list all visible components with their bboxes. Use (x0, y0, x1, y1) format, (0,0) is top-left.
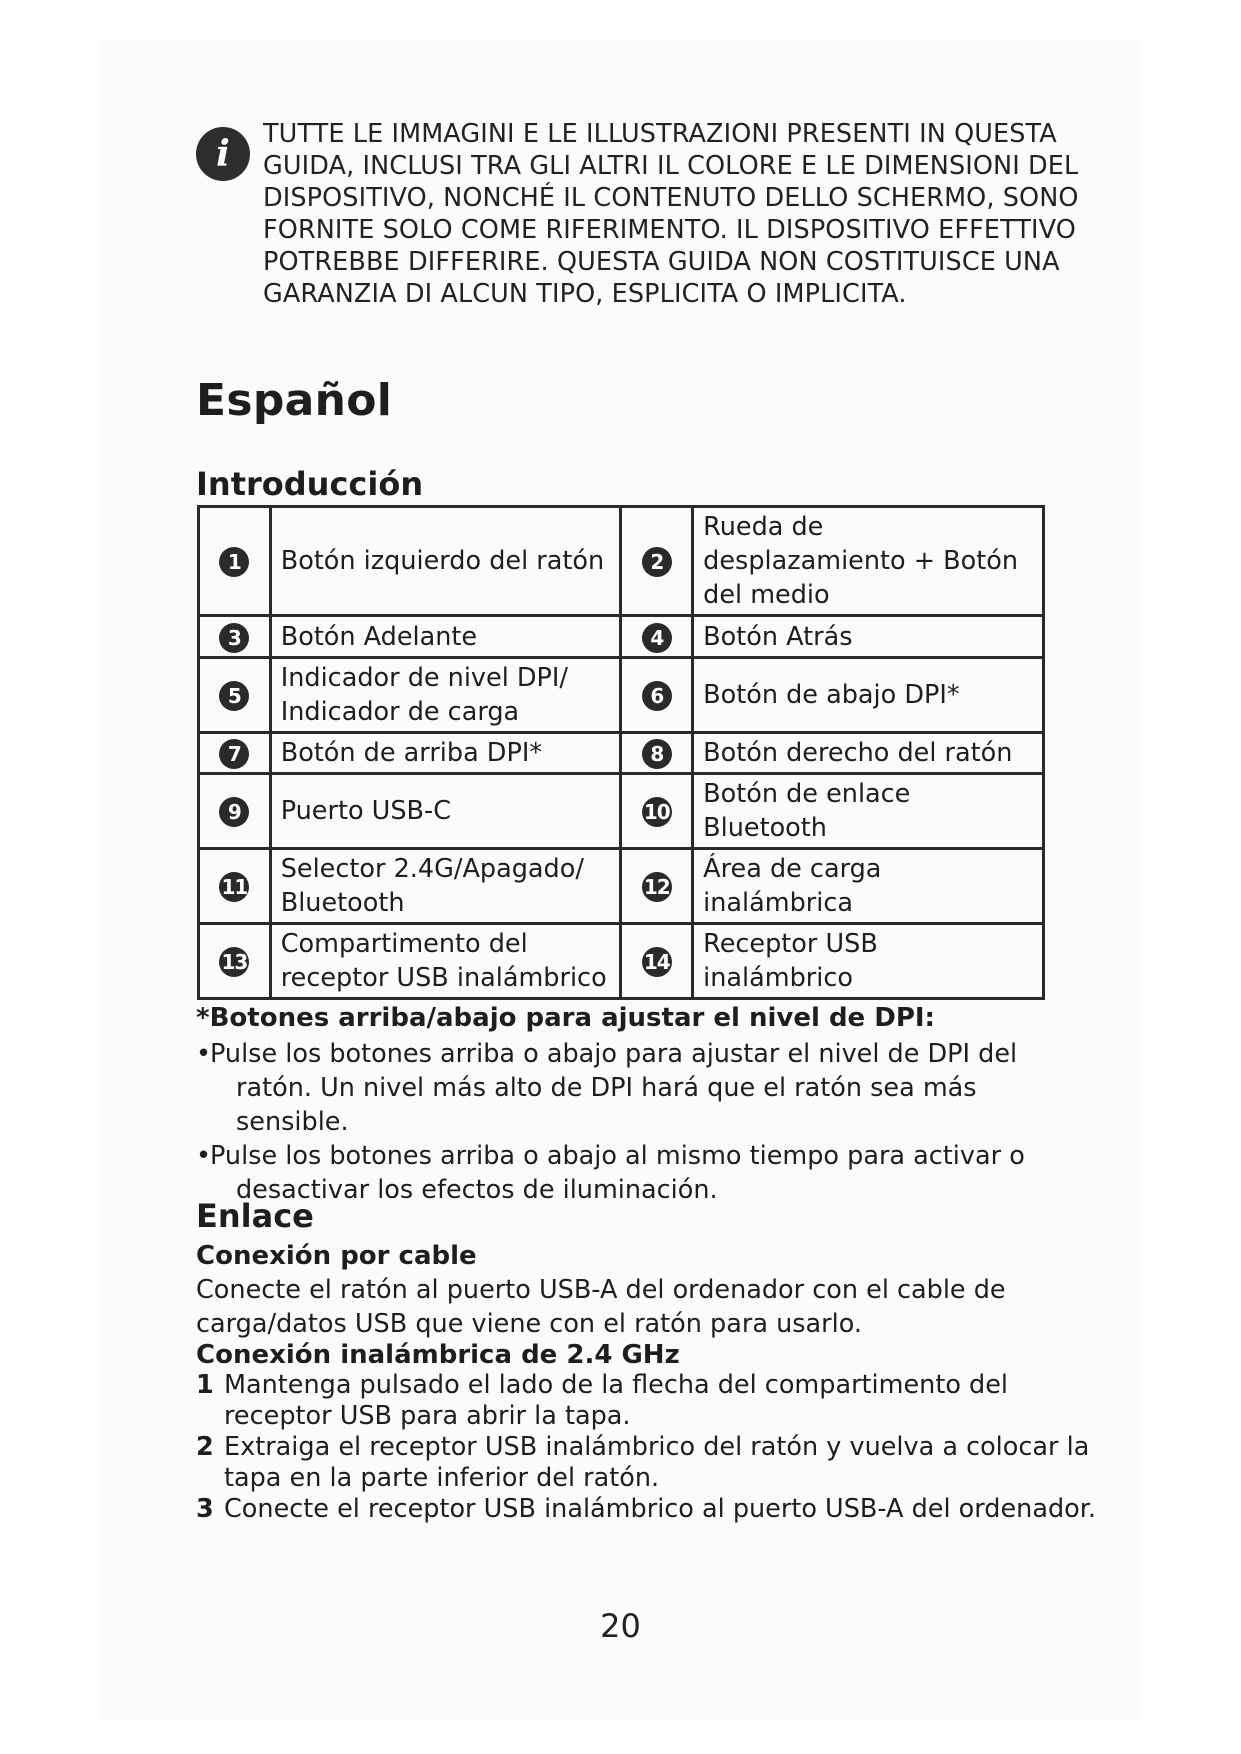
part-label-cell: Área de carga inalámbrica (693, 849, 1044, 924)
part-number-cell (199, 733, 271, 774)
part-label-cell: Botón de enlace Bluetooth (693, 774, 1044, 849)
number-badge: 3 (219, 623, 249, 653)
part-label-cell: Receptor USB inalámbrico (693, 924, 1044, 999)
step-number: 2 (196, 1432, 214, 1462)
list-item: • Pulse los botones arriba o abajo al mismo tiempo para activar o desactivar los efectos de iluminación. (196, 1139, 1056, 1207)
number-badge: 8 (642, 739, 672, 769)
wireless-steps (196, 1370, 1096, 1525)
part-label-cell: Rueda de desplazamiento + Botón del medio (693, 507, 1044, 616)
number-badge: 6 (642, 681, 672, 711)
step-text: Conecte el receptor USB inalámbrico al puerto USB-A del ordenador. (224, 1494, 1096, 1524)
part-number-cell (621, 507, 693, 616)
number-badge: 7 (219, 739, 249, 769)
number-badge: 10 (642, 797, 672, 827)
step-text: Extraiga el receptor USB inalámbrico del ratón y vuelva a colocar la tapa en la parte inferior del ratón. (224, 1432, 1090, 1493)
list-item (196, 1370, 1096, 1432)
enlace-heading: Enlace (196, 1197, 314, 1235)
part-number-cell (621, 658, 693, 733)
page-number: 20 (600, 1607, 641, 1645)
part-number-cell (199, 507, 271, 616)
number-badge: 2 (642, 547, 672, 577)
wired-text: Conecte el ratón al puerto USB-A del ordenador con el cable de carga/datos USB que viene con el ratón para usarlo. (196, 1275, 1006, 1339)
table-row (199, 733, 1044, 774)
part-number-cell (621, 924, 693, 999)
number-badge: 12 (642, 872, 672, 902)
part-label-cell: Compartimento del receptor USB inalámbrico (270, 924, 621, 999)
part-number-cell (621, 733, 693, 774)
part-label-cell: Botón Adelante (270, 616, 621, 658)
list-item (196, 1432, 1096, 1494)
part-label-cell: Botón Atrás (693, 616, 1044, 658)
list-item (196, 1494, 1096, 1525)
part-label-cell: Botón derecho del ratón (693, 733, 1044, 774)
table-row (199, 616, 1044, 658)
wireless-heading: Conexión inalámbrica de 2.4 GHz (196, 1340, 680, 1370)
parts-table (197, 505, 1045, 1000)
table-row (199, 507, 1044, 616)
part-label-cell: Botón de abajo DPI* (693, 658, 1044, 733)
part-label-cell: Botón izquierdo del ratón (270, 507, 621, 616)
number-badge: 5 (219, 681, 249, 711)
part-number-cell (199, 774, 271, 849)
step-text: Mantenga pulsado el lado de la flecha del compartimento del receptor USB para abrir la tapa. (224, 1370, 1009, 1431)
part-label-cell: Puerto USB-C (270, 774, 621, 849)
part-number-cell (621, 616, 693, 658)
part-label-cell: Selector 2.4G/Apagado/ Bluetooth (270, 849, 621, 924)
table-row (199, 924, 1044, 999)
part-number-cell (199, 924, 271, 999)
part-label-cell: Botón de arriba DPI* (270, 733, 621, 774)
part-number-cell (621, 849, 693, 924)
disclaimer-notice: TUTTE LE IMMAGINI E LE ILLUSTRAZIONI PRESENTI IN QUESTA GUIDA, INCLUSI TRA GLI ALTRI IL COLORE E LE DIMENSIONI DEL DISPOSITIVO, NONCHÉ IL CONTENUTO DELLO SCHERMO, SONO FORNITE SOLO COME RIFERIMENTO. IL DISPOSITIVO EFFETTIVO POTREBBE DIFFERIRE. QUESTA GUIDA NON COSTITUISCE UNA GARANZIA DI ALCUN TIPO, ESPLICITA O IMPLICITA. (263, 119, 1079, 309)
number-badge: 9 (219, 797, 249, 827)
list-item: • Pulse los botones arriba o abajo para ajustar el nivel de DPI del ratón. Un nivel más alto de DPI hará que el ratón sea más sensible. (196, 1037, 1056, 1139)
dpi-bullets (196, 1037, 1056, 1207)
number-badge: 14 (642, 947, 672, 977)
part-number-cell (199, 658, 271, 733)
step-number: 1 (196, 1370, 214, 1400)
language-title: Español (196, 375, 393, 426)
intro-heading: Introducción (196, 465, 424, 503)
dpi-note-title: *Botones arriba/abajo para ajustar el nivel de DPI: (196, 1003, 935, 1033)
number-badge: 13 (219, 947, 249, 977)
number-badge: 4 (642, 623, 672, 653)
part-number-cell (199, 849, 271, 924)
wired-heading: Conexión por cable (196, 1241, 477, 1271)
step-number: 3 (196, 1494, 214, 1524)
table-row (199, 774, 1044, 849)
number-badge: 1 (219, 547, 249, 577)
table-row (199, 849, 1044, 924)
number-badge: 11 (219, 872, 249, 902)
part-number-cell (621, 774, 693, 849)
info-icon: i (196, 127, 250, 181)
part-label-cell: Indicador de nivel DPI/ Indicador de carga (270, 658, 621, 733)
table-row (199, 658, 1044, 733)
part-number-cell (199, 616, 271, 658)
